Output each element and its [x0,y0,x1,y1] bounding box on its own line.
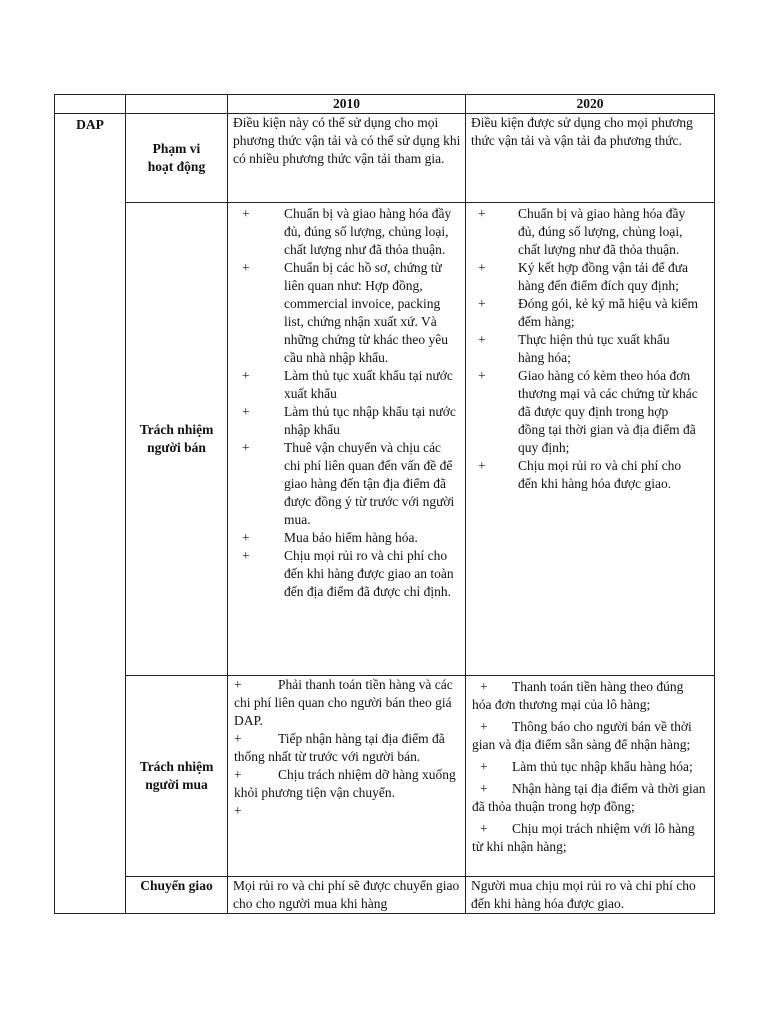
buyer-2020 [466,676,715,877]
seller-2010-item-text: Làm thủ tục xuất khẩu tại nước xuất khẩu [284,368,453,401]
plus-marker: + [480,759,488,774]
header-row [55,95,715,114]
seller-label-line2: người bán [147,440,206,455]
seller-2010-item [242,439,459,529]
buyer-2020-item [472,758,706,776]
buyer-2020-item-text: Thông báo cho người bán về thời gian và địa điểm sẵn sàng để nhận hàng; [472,719,692,752]
buyer-2010-item-text: Phải thanh toán tiền hàng và các chi phí liên quan cho người bán theo giá DAP. [234,677,453,728]
seller-2020-item [478,205,698,259]
seller-label-line1: Trách nhiệm [139,422,214,437]
transfer-2010: Mọi rủi ro và chi phí sẽ được chuyển giao cho cho người mua khi hàng [228,877,466,914]
plus-marker: + [242,440,250,455]
seller-2020-item-text: Thực hiện thủ tục xuất khẩu hàng hóa; [518,332,670,365]
seller-2020-item [478,295,698,331]
plus-marker: + [234,731,242,746]
transfer-2020: Người mua chịu mọi rủi ro và chi phí cho đến khi hàng hóa được giao. [466,877,715,914]
dap-comparison-table [54,94,715,914]
header-2010: 2010 [228,95,466,114]
seller-2020-item-text: Chịu mọi rủi ro và chi phí cho đến khi hàng hóa được giao. [518,458,682,491]
plus-marker: + [478,458,486,473]
scope-label-line2: hoạt động [147,159,206,174]
plus-marker: + [480,679,488,694]
seller-2010-item [242,367,459,403]
plus-marker: + [234,767,242,782]
plus-marker: + [480,719,488,734]
buyer-row [55,676,715,877]
buyer-label-line2: người mua [145,777,208,792]
seller-2010 [228,203,466,676]
seller-2020-item-text: Giao hàng có kèm theo hóa đơn thương mại và các chứng từ khác đã được quy định trong hợp đồng tại thời gian và địa điểm đã quy định; [518,368,698,455]
seller-2010-item-text: Thuê vận chuyển và chịu các chi phí liên quan đến vấn đề để giao hàng đến tận địa điểm đã được đồng ý từ trước với người mua. [284,440,455,527]
seller-2020-item [478,331,698,367]
buyer-label-line1: Trách nhiệm [139,759,214,774]
seller-2020-item [478,457,698,493]
seller-2010-list [242,205,459,601]
seller-2010-item-text: Chịu mọi rủi ro và chi phí cho đến khi hàng được giao an toàn đến địa điểm đã được chỉ định. [284,548,454,599]
plus-marker: + [478,332,486,347]
seller-row [55,203,715,676]
buyer-2010-item [234,730,459,766]
scope-label-line1: Phạm vi [152,141,201,156]
seller-2020 [466,203,715,676]
plus-marker: + [478,368,486,383]
scope-row [55,114,715,203]
scope-2010: Điều kiện này có thể sử dụng cho mọi phương thức vận tải và có thể sử dụng khi có nhiều phương thức vận tải tham gia. [228,114,466,203]
buyer-2010-item [234,802,459,820]
buyer-2020-item-text: Làm thủ tục nhập khẩu hàng hóa; [512,759,693,774]
header-empty-1 [55,95,126,114]
seller-2020-item-text: Ký kết hợp đồng vận tải để đưa hàng đến điểm đích quy định; [518,260,689,293]
plus-marker: + [480,821,488,836]
seller-2010-item [242,403,459,439]
seller-2010-item-text: Chuẩn bị và giao hàng hóa đầy đủ, đúng số lượng, chủng loại, chất lượng như đã thỏa thuận. [284,206,452,257]
seller-2010-item [242,259,459,367]
header-2020: 2020 [466,95,715,114]
plus-marker: + [234,677,242,692]
plus-marker: + [242,260,250,275]
plus-marker: + [242,404,250,419]
buyer-2010 [228,676,466,877]
seller-2010-item-text: Chuẩn bị các hồ sơ, chứng từ liên quan như: Hợp đồng, commercial invoice, packing list, chứng nhận xuất xứ. Và những chứng từ khác theo yêu cầu nhà nhập khẩu. [284,260,449,365]
buyer-2020-list [472,678,706,856]
buyer-2020-item [472,780,706,816]
buyer-2010-list [234,676,459,820]
term-cell: DAP [55,114,126,914]
plus-marker: + [478,296,486,311]
seller-2020-item [478,259,698,295]
scope-2020: Điều kiện được sử dụng cho mọi phương thức vận tải và vận tải đa phương thức. [466,114,715,203]
seller-2010-item [242,205,459,259]
seller-2010-item [242,547,459,601]
seller-2020-list [478,205,698,493]
buyer-2020-item-text: Chịu mọi trách nhiệm với lô hàng từ khi nhận hàng; [472,821,695,854]
buyer-2020-item-text: Nhận hàng tại địa điểm và thời gian đã thỏa thuận trong hợp đồng; [472,781,706,814]
buyer-2010-item [234,676,459,730]
buyer-label [126,676,228,877]
transfer-row [55,877,715,914]
buyer-2010-item-text: Chịu trách nhiệm dỡ hàng xuống khỏi phương tiện vận chuyển. [234,767,456,800]
seller-2020-item-text: Chuẩn bị và giao hàng hóa đầy đủ, đúng số lượng, chủng loại, chất lượng như đã thỏa thuận. [518,206,686,257]
buyer-2020-item [472,718,706,754]
buyer-2020-item [472,820,706,856]
plus-marker: + [242,530,250,545]
plus-marker: + [234,803,242,818]
transfer-label: Chuyển giao [126,877,228,914]
seller-2010-item-text: Làm thủ tục nhập khẩu tại nước nhập khẩu [284,404,456,437]
seller-2010-item [242,529,459,547]
seller-2020-item [478,367,698,457]
plus-marker: + [478,206,486,221]
seller-label [126,203,228,676]
plus-marker: + [242,206,250,221]
buyer-2020-item [472,678,706,714]
plus-marker: + [242,548,250,563]
plus-marker: + [478,260,486,275]
seller-2010-item-text: Mua bảo hiểm hàng hóa. [284,530,418,545]
scope-label [126,114,228,203]
buyer-2010-item [234,766,459,802]
plus-marker: + [480,781,488,796]
plus-marker: + [242,368,250,383]
buyer-2020-item-text: Thanh toán tiền hàng theo đúng hóa đơn thương mại của lô hàng; [472,679,684,712]
header-empty-2 [126,95,228,114]
buyer-2010-item-text: Tiếp nhận hàng tại địa điểm đã thống nhất từ trước với người bán. [234,731,445,764]
seller-2020-item-text: Đóng gói, kẻ ký mã hiệu và kiểm đếm hàng; [518,296,698,329]
